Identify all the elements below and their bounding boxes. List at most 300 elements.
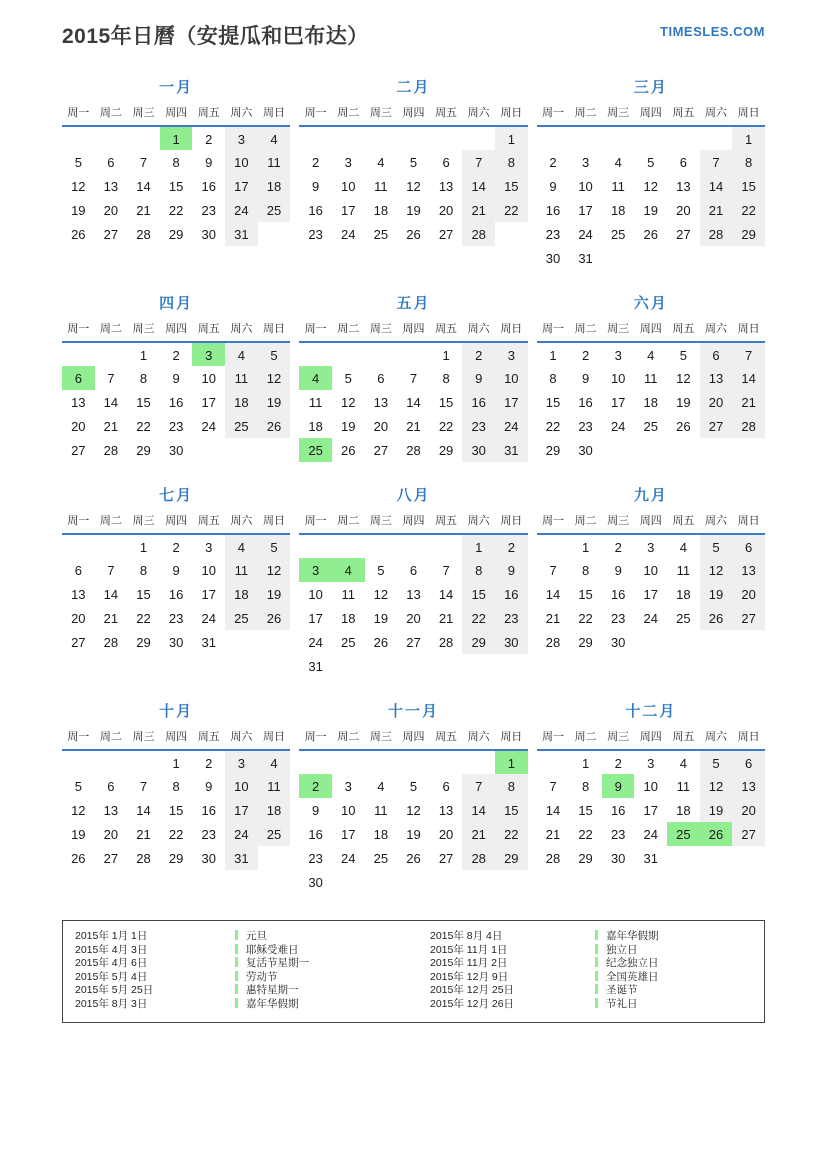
day-cell: 28 xyxy=(136,850,151,866)
day-cell: 23 xyxy=(545,226,561,242)
day-cell: 6 xyxy=(442,778,450,794)
day-cell: 9 xyxy=(205,154,213,170)
day-cell: 11 xyxy=(676,778,691,794)
day-cell: 8 xyxy=(549,370,557,386)
weekend-day-cell: 7 xyxy=(462,774,495,798)
day-cell: 25 xyxy=(373,850,389,866)
weekend-day-cell: 26 xyxy=(258,414,291,438)
weekend-day-cell: 24 xyxy=(495,414,528,438)
holiday-day-cell: 25 xyxy=(667,822,700,846)
weekend-day-cell: 25 xyxy=(258,198,291,222)
legend-date: 2015年 12月 9日 xyxy=(430,970,509,983)
day-cell: 4 xyxy=(679,540,688,555)
weekday-header: 周日 xyxy=(495,104,528,126)
weekend-day-cell: 3 xyxy=(225,126,258,150)
empty-cell xyxy=(700,438,733,462)
day-cell: 13 xyxy=(406,586,421,602)
month-title: 六月 xyxy=(633,295,668,312)
holiday-marker-icon xyxy=(595,957,598,967)
empty-cell xyxy=(495,654,528,678)
day-cell: 3 xyxy=(614,348,622,363)
weekend-day-cell: 26 xyxy=(258,606,291,630)
day-cell: 14 xyxy=(406,394,421,410)
legend-date: 2015年 5月 25日 xyxy=(75,984,154,997)
day-cell: 8 xyxy=(442,370,450,386)
empty-cell xyxy=(62,126,95,150)
holiday-day-cell: 25 xyxy=(299,438,332,462)
weekend-day-cell: 11 xyxy=(225,558,258,582)
day-cell: 16 xyxy=(578,394,593,410)
month-table xyxy=(62,512,290,654)
day-cell: 25 xyxy=(610,226,626,242)
day-cell: 27 xyxy=(103,226,119,242)
weekend-day-cell: 4 xyxy=(225,534,258,558)
day-cell: 29 xyxy=(578,634,593,650)
month-table xyxy=(62,728,290,870)
empty-cell xyxy=(634,630,667,654)
weekend-day-cell: 10 xyxy=(225,774,258,798)
weekend-day-cell: 21 xyxy=(732,390,765,414)
day-cell: 5 xyxy=(409,154,418,170)
weekday-header: 周五 xyxy=(667,728,700,750)
day-cell: 22 xyxy=(136,610,151,626)
month-title: 二月 xyxy=(396,79,431,96)
day-cell: 22 xyxy=(578,610,593,626)
weekend-day-cell: 1 xyxy=(462,534,495,558)
month-block-3 xyxy=(537,76,765,270)
legend-date: 2015年 12月 25日 xyxy=(430,984,515,997)
weekend-day-cell: 8 xyxy=(495,150,528,174)
month-block-7 xyxy=(62,484,290,654)
weekday-header: 周三 xyxy=(602,728,635,750)
day-cell: 15 xyxy=(136,394,151,410)
day-cell: 10 xyxy=(201,562,216,578)
day-cell: 3 xyxy=(344,778,352,794)
weekday-header: 周一 xyxy=(537,728,570,750)
day-cell: 15 xyxy=(136,586,151,602)
weekend-day-cell: 4 xyxy=(225,342,258,366)
holiday-legend xyxy=(62,920,765,1023)
empty-cell xyxy=(332,534,365,558)
day-cell: 9 xyxy=(549,178,557,194)
legend-holiday-name: 惠特星期一 xyxy=(235,984,430,998)
weekday-header: 周二 xyxy=(332,320,365,342)
day-cell: 4 xyxy=(377,778,385,794)
legend-holiday-name: 纪念独立日 xyxy=(595,957,752,971)
day-cell: 5 xyxy=(679,348,688,363)
empty-cell xyxy=(397,870,430,894)
day-cell: 2 xyxy=(614,540,622,555)
weekday-header: 周日 xyxy=(258,104,291,126)
weekend-day-cell: 9 xyxy=(495,558,528,582)
day-cell: 6 xyxy=(409,562,418,578)
day-cell: 20 xyxy=(103,202,119,218)
empty-cell xyxy=(700,246,733,270)
weekend-day-cell: 12 xyxy=(700,774,733,798)
day-cell: 18 xyxy=(676,802,691,818)
month-title: 七月 xyxy=(159,487,194,504)
day-cell: 11 xyxy=(341,586,355,602)
day-cell: 30 xyxy=(201,850,216,866)
day-cell: 24 xyxy=(578,226,593,242)
weekend-day-cell: 8 xyxy=(732,150,765,174)
weekday-header: 周四 xyxy=(634,728,667,750)
empty-cell xyxy=(225,438,258,462)
day-cell: 1 xyxy=(139,540,148,555)
day-cell: 24 xyxy=(201,610,216,626)
holiday-day-cell: 9 xyxy=(602,774,635,798)
month-title: 八月 xyxy=(396,487,431,504)
day-cell: 11 xyxy=(374,178,388,194)
day-cell: 23 xyxy=(308,226,323,242)
day-cell: 19 xyxy=(643,202,659,218)
month-block-8 xyxy=(299,484,527,678)
day-cell: 31 xyxy=(308,658,323,674)
weekday-header: 周二 xyxy=(95,512,128,534)
month-block-2 xyxy=(299,76,527,246)
weekday-header: 周四 xyxy=(160,320,193,342)
weekday-header: 周日 xyxy=(258,728,291,750)
weekend-day-cell: 29 xyxy=(732,222,765,246)
day-cell: 18 xyxy=(373,826,389,842)
weekday-header: 周五 xyxy=(430,512,463,534)
weekend-day-cell: 26 xyxy=(700,606,733,630)
empty-cell xyxy=(634,246,667,270)
month-title: 十二月 xyxy=(625,703,677,720)
weekday-header: 周五 xyxy=(667,320,700,342)
day-cell: 13 xyxy=(103,178,119,194)
empty-cell xyxy=(192,438,225,462)
legend-date: 2015年 8月 3日 xyxy=(75,997,148,1010)
legend-holiday-name: 独立日 xyxy=(595,944,752,958)
holiday-day-cell: 4 xyxy=(332,558,365,582)
empty-cell xyxy=(365,870,398,894)
empty-cell xyxy=(667,126,700,150)
empty-cell xyxy=(397,654,430,678)
day-cell: 21 xyxy=(103,610,119,626)
weekday-header: 周二 xyxy=(332,104,365,126)
month-block-11 xyxy=(299,700,527,894)
day-cell: 13 xyxy=(438,802,454,818)
weekday-header: 周三 xyxy=(602,512,635,534)
month-table xyxy=(537,320,765,462)
day-cell: 23 xyxy=(610,610,626,626)
weekday-header: 周一 xyxy=(537,320,570,342)
empty-cell xyxy=(634,438,667,462)
legend-date: 2015年 1月 1日 xyxy=(75,930,148,942)
legend-holiday-name: 嘉年华假期 xyxy=(595,930,752,944)
month-table xyxy=(62,320,290,462)
holiday-marker-icon xyxy=(235,930,238,940)
day-cell: 21 xyxy=(103,418,119,434)
empty-cell xyxy=(62,342,95,366)
month-table xyxy=(299,320,527,462)
day-cell: 17 xyxy=(578,202,593,218)
day-cell: 24 xyxy=(610,418,626,434)
weekend-day-cell: 15 xyxy=(495,798,528,822)
weekend-day-cell: 6 xyxy=(700,342,733,366)
weekend-day-cell: 22 xyxy=(495,198,528,222)
month-title: 十月 xyxy=(159,703,194,720)
day-cell: 17 xyxy=(308,610,323,626)
day-cell: 15 xyxy=(168,178,184,194)
day-cell: 23 xyxy=(201,826,216,842)
day-cell: 13 xyxy=(103,802,119,818)
weekend-day-cell: 5 xyxy=(258,534,291,558)
day-cell: 4 xyxy=(679,756,688,771)
weekday-header: 周四 xyxy=(634,320,667,342)
day-cell: 20 xyxy=(373,418,389,434)
day-cell: 11 xyxy=(308,394,323,410)
holiday-marker-icon xyxy=(235,957,238,967)
day-cell: 10 xyxy=(201,370,216,386)
weekday-header: 周三 xyxy=(602,104,635,126)
weekday-header: 周六 xyxy=(700,512,733,534)
weekend-day-cell: 19 xyxy=(258,582,291,606)
day-cell: 30 xyxy=(578,442,593,458)
day-cell: 6 xyxy=(377,370,385,386)
holiday-marker-icon xyxy=(235,971,238,981)
weekend-day-cell: 13 xyxy=(732,558,765,582)
day-cell: 10 xyxy=(643,562,659,578)
legend-date: 2015年 5月 4日 xyxy=(75,970,148,983)
legend-holiday-name: 元旦 xyxy=(235,930,430,944)
day-cell: 7 xyxy=(107,370,115,386)
weekend-day-cell: 11 xyxy=(258,774,291,798)
month-title: 一月 xyxy=(159,79,194,96)
empty-cell xyxy=(95,534,128,558)
weekday-header: 周四 xyxy=(397,104,430,126)
day-cell: 20 xyxy=(71,418,86,434)
weekend-day-cell: 28 xyxy=(700,222,733,246)
weekend-day-cell: 22 xyxy=(495,822,528,846)
day-cell: 1 xyxy=(172,756,180,771)
day-cell: 11 xyxy=(611,178,625,194)
empty-cell xyxy=(258,222,291,246)
day-cell: 27 xyxy=(406,634,421,650)
day-cell: 3 xyxy=(205,540,213,555)
weekday-header: 周五 xyxy=(192,104,225,126)
day-cell: 15 xyxy=(168,802,184,818)
weekday-header: 周一 xyxy=(299,104,332,126)
empty-cell xyxy=(332,870,365,894)
day-cell: 29 xyxy=(168,850,184,866)
empty-cell xyxy=(397,342,430,366)
day-cell: 22 xyxy=(438,418,454,434)
day-cell: 6 xyxy=(107,778,115,794)
empty-cell xyxy=(700,846,733,870)
holiday-day-cell: 4 xyxy=(299,366,332,390)
day-cell: 8 xyxy=(581,778,590,794)
day-cell: 13 xyxy=(71,394,86,410)
day-cell: 22 xyxy=(545,418,561,434)
day-cell: 23 xyxy=(610,826,626,842)
day-cell: 7 xyxy=(442,562,450,578)
weekday-header: 周二 xyxy=(95,320,128,342)
day-cell: 5 xyxy=(377,562,385,578)
month-table xyxy=(537,728,765,870)
day-cell: 23 xyxy=(201,202,216,218)
weekend-day-cell: 3 xyxy=(225,750,258,774)
day-cell: 30 xyxy=(610,850,626,866)
weekday-header: 周日 xyxy=(732,104,765,126)
day-cell: 16 xyxy=(545,202,561,218)
weekday-header: 周三 xyxy=(602,320,635,342)
weekend-day-cell: 20 xyxy=(732,798,765,822)
weekend-day-cell: 11 xyxy=(258,150,291,174)
weekday-header: 周日 xyxy=(495,320,528,342)
day-cell: 1 xyxy=(442,348,450,363)
day-cell: 24 xyxy=(201,418,216,434)
weekday-header: 周六 xyxy=(462,320,495,342)
day-cell: 29 xyxy=(438,442,454,458)
weekend-day-cell: 20 xyxy=(700,390,733,414)
legend-date: 2015年 8月 4日 xyxy=(430,930,503,942)
empty-cell xyxy=(332,126,365,150)
day-cell: 18 xyxy=(643,394,659,410)
weekend-day-cell: 18 xyxy=(258,798,291,822)
day-cell: 12 xyxy=(676,370,691,386)
weekend-day-cell: 4 xyxy=(258,126,291,150)
day-cell: 16 xyxy=(201,178,216,194)
day-cell: 8 xyxy=(139,562,148,578)
weekend-day-cell: 17 xyxy=(225,174,258,198)
month-title: 九月 xyxy=(633,487,668,504)
weekend-day-cell: 7 xyxy=(700,150,733,174)
holiday-marker-icon xyxy=(235,998,238,1008)
day-cell: 22 xyxy=(168,202,184,218)
empty-cell xyxy=(462,654,495,678)
day-cell: 28 xyxy=(103,442,119,458)
weekday-header: 周一 xyxy=(537,104,570,126)
day-cell: 11 xyxy=(374,802,388,818)
weekday-header: 周四 xyxy=(634,104,667,126)
legend-holiday-name: 节礼日 xyxy=(595,998,752,1012)
day-cell: 2 xyxy=(205,756,213,771)
weekend-day-cell: 15 xyxy=(462,582,495,606)
empty-cell xyxy=(225,630,258,654)
weekday-header: 周日 xyxy=(495,728,528,750)
day-cell: 16 xyxy=(610,802,626,818)
month-block-10 xyxy=(62,700,290,870)
weekday-header: 周日 xyxy=(732,728,765,750)
weekday-header: 周四 xyxy=(634,512,667,534)
empty-cell xyxy=(732,246,765,270)
month-title: 五月 xyxy=(396,295,431,312)
day-cell: 14 xyxy=(545,586,561,602)
day-cell: 18 xyxy=(676,586,691,602)
weekday-header: 周四 xyxy=(397,512,430,534)
weekday-header: 周一 xyxy=(299,320,332,342)
empty-cell xyxy=(365,126,398,150)
weekend-day-cell: 12 xyxy=(258,558,291,582)
weekday-header: 周二 xyxy=(332,512,365,534)
legend-holiday-name: 嘉年华假期 xyxy=(235,998,430,1012)
weekend-day-cell: 4 xyxy=(258,750,291,774)
day-cell: 28 xyxy=(438,634,454,650)
holiday-marker-icon xyxy=(595,971,598,981)
day-cell: 8 xyxy=(172,778,180,794)
empty-cell xyxy=(332,342,365,366)
day-cell: 9 xyxy=(172,370,180,386)
empty-cell xyxy=(634,126,667,150)
day-cell: 4 xyxy=(614,154,622,170)
empty-cell xyxy=(732,846,765,870)
day-cell: 12 xyxy=(643,178,659,194)
day-cell: 19 xyxy=(71,826,86,842)
weekday-header: 周日 xyxy=(258,512,291,534)
weekday-header: 周二 xyxy=(569,104,602,126)
day-cell: 20 xyxy=(438,202,454,218)
day-cell: 15 xyxy=(545,394,561,410)
weekday-header: 周六 xyxy=(225,104,258,126)
day-cell: 20 xyxy=(676,202,691,218)
weekend-day-cell: 19 xyxy=(700,798,733,822)
day-cell: 19 xyxy=(676,394,691,410)
day-cell: 3 xyxy=(647,540,655,555)
day-cell: 10 xyxy=(341,178,356,194)
month-title: 四月 xyxy=(159,295,194,312)
weekend-day-cell: 31 xyxy=(495,438,528,462)
day-cell: 29 xyxy=(545,442,561,458)
weekday-header: 周四 xyxy=(160,104,193,126)
empty-cell xyxy=(299,750,332,774)
weekday-header: 周二 xyxy=(569,512,602,534)
empty-cell xyxy=(332,750,365,774)
holiday-marker-icon xyxy=(595,984,598,994)
weekday-header: 周六 xyxy=(462,512,495,534)
empty-cell xyxy=(732,438,765,462)
legend-date: 2015年 11月 2日 xyxy=(430,957,508,970)
empty-cell xyxy=(258,846,291,870)
holiday-day-cell: 1 xyxy=(160,126,193,150)
legend-holiday-name: 全国英雄日 xyxy=(595,971,752,985)
weekend-day-cell: 24 xyxy=(225,822,258,846)
weekday-header: 周六 xyxy=(462,728,495,750)
day-cell: 28 xyxy=(406,442,421,458)
empty-cell xyxy=(397,534,430,558)
day-cell: 16 xyxy=(308,202,323,218)
weekend-day-cell: 27 xyxy=(732,822,765,846)
month-block-4 xyxy=(62,292,290,462)
page-header xyxy=(62,20,765,50)
weekday-header: 周六 xyxy=(700,104,733,126)
day-cell: 22 xyxy=(136,418,151,434)
weekend-day-cell: 16 xyxy=(495,582,528,606)
day-cell: 10 xyxy=(341,802,356,818)
day-cell: 20 xyxy=(71,610,86,626)
weekend-day-cell: 15 xyxy=(495,174,528,198)
site-link[interactable]: TIMESLES.COM xyxy=(660,24,765,39)
day-cell: 30 xyxy=(201,226,216,242)
weekend-day-cell: 21 xyxy=(462,198,495,222)
empty-cell xyxy=(495,870,528,894)
holiday-marker-icon xyxy=(595,944,598,954)
month-table xyxy=(537,512,765,654)
weekend-day-cell: 19 xyxy=(700,582,733,606)
month-table xyxy=(537,104,765,270)
day-cell: 22 xyxy=(168,826,184,842)
weekday-header: 周五 xyxy=(667,104,700,126)
weekday-header: 周三 xyxy=(127,512,160,534)
day-cell: 31 xyxy=(201,634,216,650)
holiday-day-cell: 26 xyxy=(700,822,733,846)
month-table xyxy=(299,728,527,894)
weekend-day-cell: 25 xyxy=(225,606,258,630)
day-cell: 23 xyxy=(308,850,323,866)
empty-cell xyxy=(430,654,463,678)
day-cell: 14 xyxy=(545,802,561,818)
